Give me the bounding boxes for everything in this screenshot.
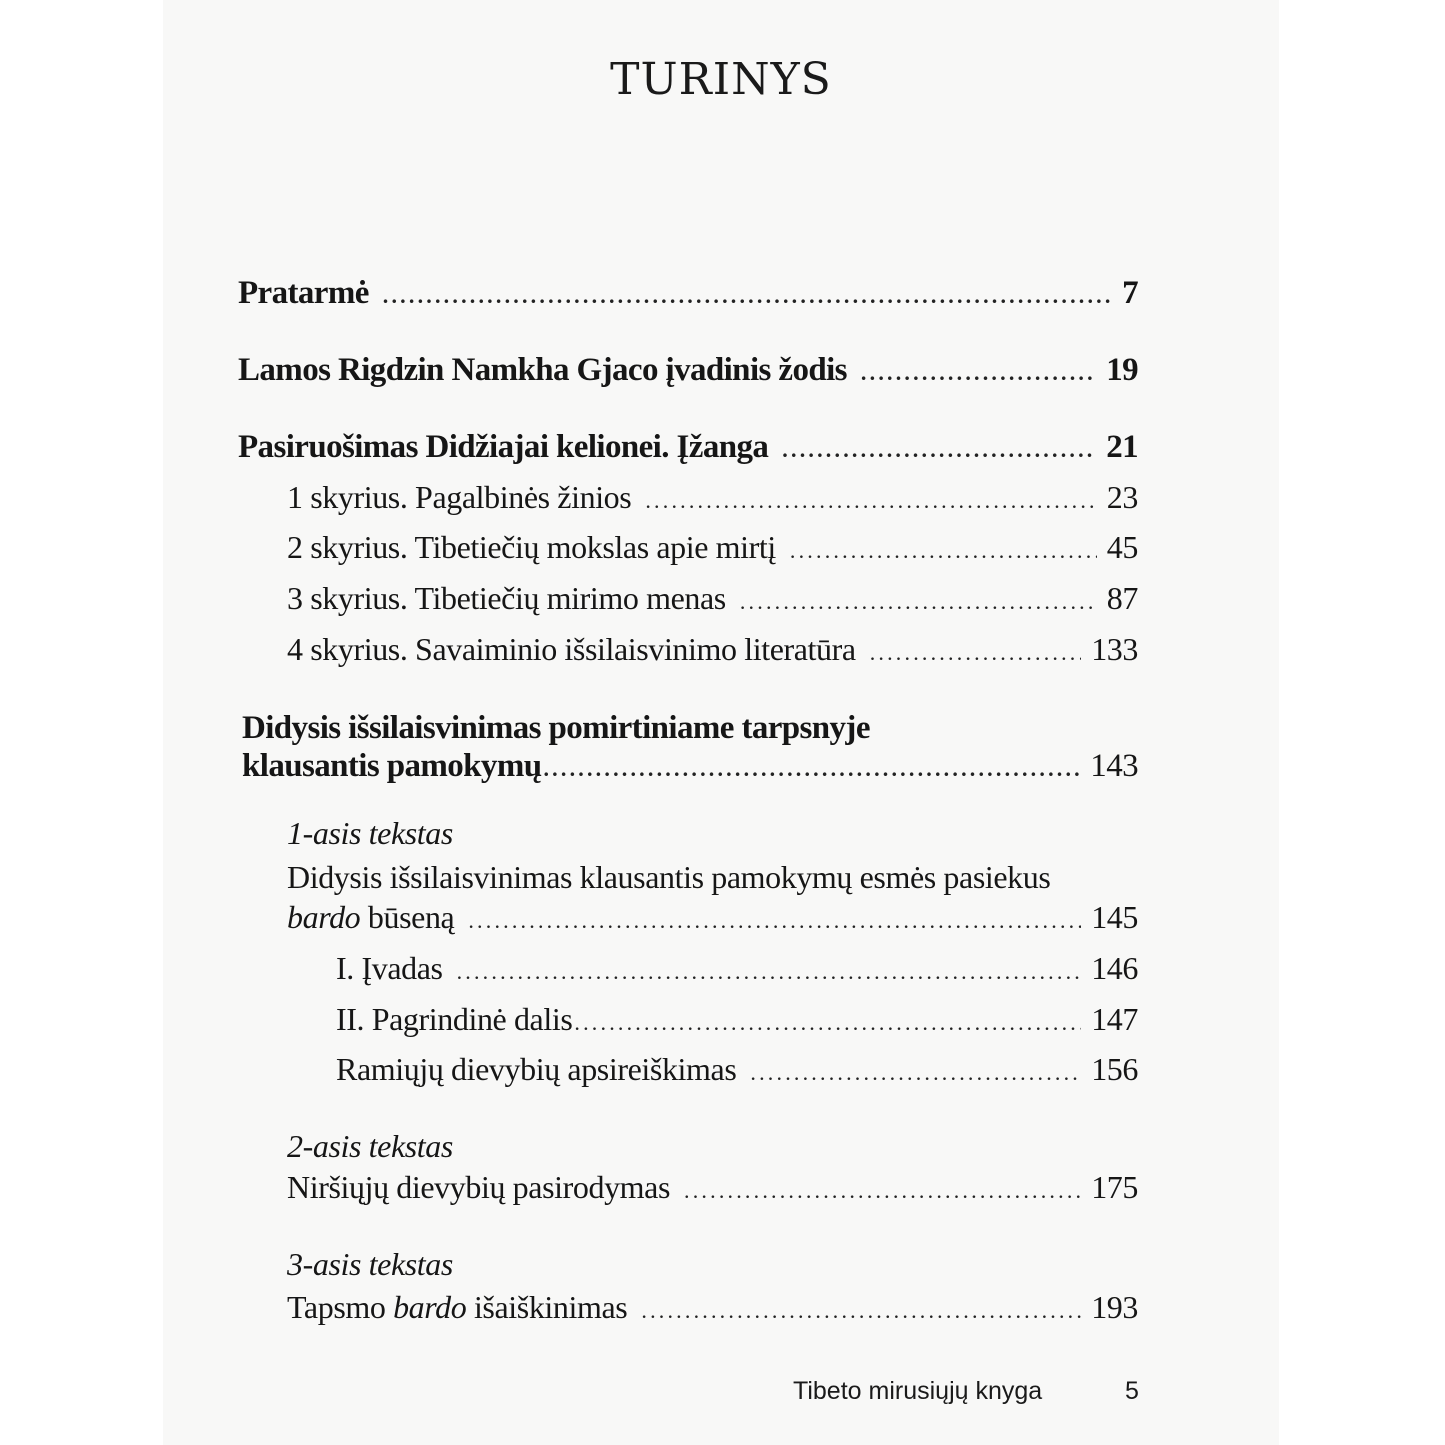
toc-entry-nirsiuju-dievybiu [287,1169,1138,1209]
toc-entry-page: 133 [1091,631,1138,667]
toc-entry-label: Pasiruošimas Didžiajai kelionei. Įžanga [238,429,769,465]
dot-leader [468,908,1081,934]
toc-entry-chapter-4 [287,631,1138,671]
toc-entry-page: 175 [1091,1169,1138,1205]
toc-entry-page: 21 [1106,429,1138,465]
toc-entry-pagrindine-dalis [336,1001,1138,1041]
dot-leader [641,1298,1081,1324]
toc-entry-ramiuju-dievybiu [336,1051,1138,1091]
toc-entry-label: 2 skyrius. Tibetiečių mokslas apie mirtį [287,529,776,565]
toc-entry-page: 146 [1091,950,1138,986]
running-footer-title: Tibeto mirusiųjų knyga [793,1377,1043,1405]
dot-leader [383,283,1112,309]
toc-entry-page: 7 [1122,275,1138,311]
toc-entry-label [287,1289,627,1326]
toc-entry-label: 4 skyrius. Savaiminio išsilaisvinimo literatūra [287,631,856,667]
toc-entry-label-rest: būseną [360,899,455,935]
toc-entry-page: 145 [1091,899,1138,935]
toc-entry-page: 156 [1091,1051,1138,1087]
toc-entry-ivadinis-zodis [238,352,1138,392]
toc-entry-page: 45 [1106,529,1138,565]
italic-term: bardo [393,1289,467,1325]
toc-entry-izanga [238,429,1138,469]
toc-entry-chapter-1 [287,479,1138,519]
toc-entry-label: I. Įvadas [336,950,443,986]
section-heading-text-1: 1-asis tekstas [287,815,453,851]
toc-entry-label: Lamos Rigdzin Namkha Gjaco įvadinis žodis [238,352,847,388]
toc-entry-label: 3 skyrius. Tibetiečių mirimo menas [287,580,726,616]
section-heading-text-2: 2-asis tekstas [287,1128,453,1164]
toc-entry-label: Pratarmė [238,275,369,311]
toc-entry-chapter-2 [287,529,1138,569]
toc-entry-tapsmo-bardo [287,1289,1138,1329]
dot-leader [861,360,1096,386]
toc-entry-page: 87 [1106,580,1138,616]
toc-entry-didysis-issilaisvinimas [242,748,1138,788]
dot-leader [750,1060,1081,1086]
toc-entry-page: 19 [1106,352,1138,388]
toc-entry-label [287,899,454,936]
toc-entry-label: 1 skyrius. Pagalbinės žinios [287,479,632,515]
toc-entry-chapter-3 [287,580,1138,620]
toc-entry-label: Ramiųjų dievybių apsireiškimas [336,1051,737,1087]
toc-entry-page: 23 [1106,479,1138,515]
toc-entry-label-line1: Didysis išsilaisvinimas pomirtiniame tarpsnyje [242,710,870,746]
toc-entry-bardo-busena [287,899,1138,939]
page-title: TURINYS [610,54,832,105]
toc-entry-label: klausantis pamokymų [242,748,542,784]
dot-leader [782,437,1096,463]
toc-entry-label: II. Pagrindinė dalis [336,1001,573,1037]
dot-leader [457,959,1082,985]
toc-entry-page: 143 [1090,748,1138,784]
toc-entry-page: 147 [1091,1001,1138,1037]
toc-entry-pratarme [238,275,1138,315]
toc-entry-page: 193 [1091,1289,1138,1325]
toc-entry-ivadas [336,950,1138,990]
toc-entry-label-pre: Tapsmo [287,1289,394,1325]
dot-leader [574,1010,1081,1036]
toc-entry-label-post: išaiškinimas [466,1289,628,1325]
page-number: 5 [1125,1377,1139,1405]
dot-leader [740,589,1097,615]
section-heading-text-3: 3-asis tekstas [287,1246,453,1282]
toc-entry-label: Niršiųjų dievybių pasirodymas [287,1169,671,1205]
dot-leader [790,538,1097,564]
dot-leader [870,640,1081,666]
book-page [163,0,1279,1445]
dot-leader [645,488,1096,514]
italic-term: bardo [287,899,361,935]
dot-leader [684,1178,1081,1204]
dot-leader [543,756,1080,782]
toc-entry-label-line1: Didysis išsilaisvinimas klausantis pamokymų esmės pasiekus [287,859,1051,895]
